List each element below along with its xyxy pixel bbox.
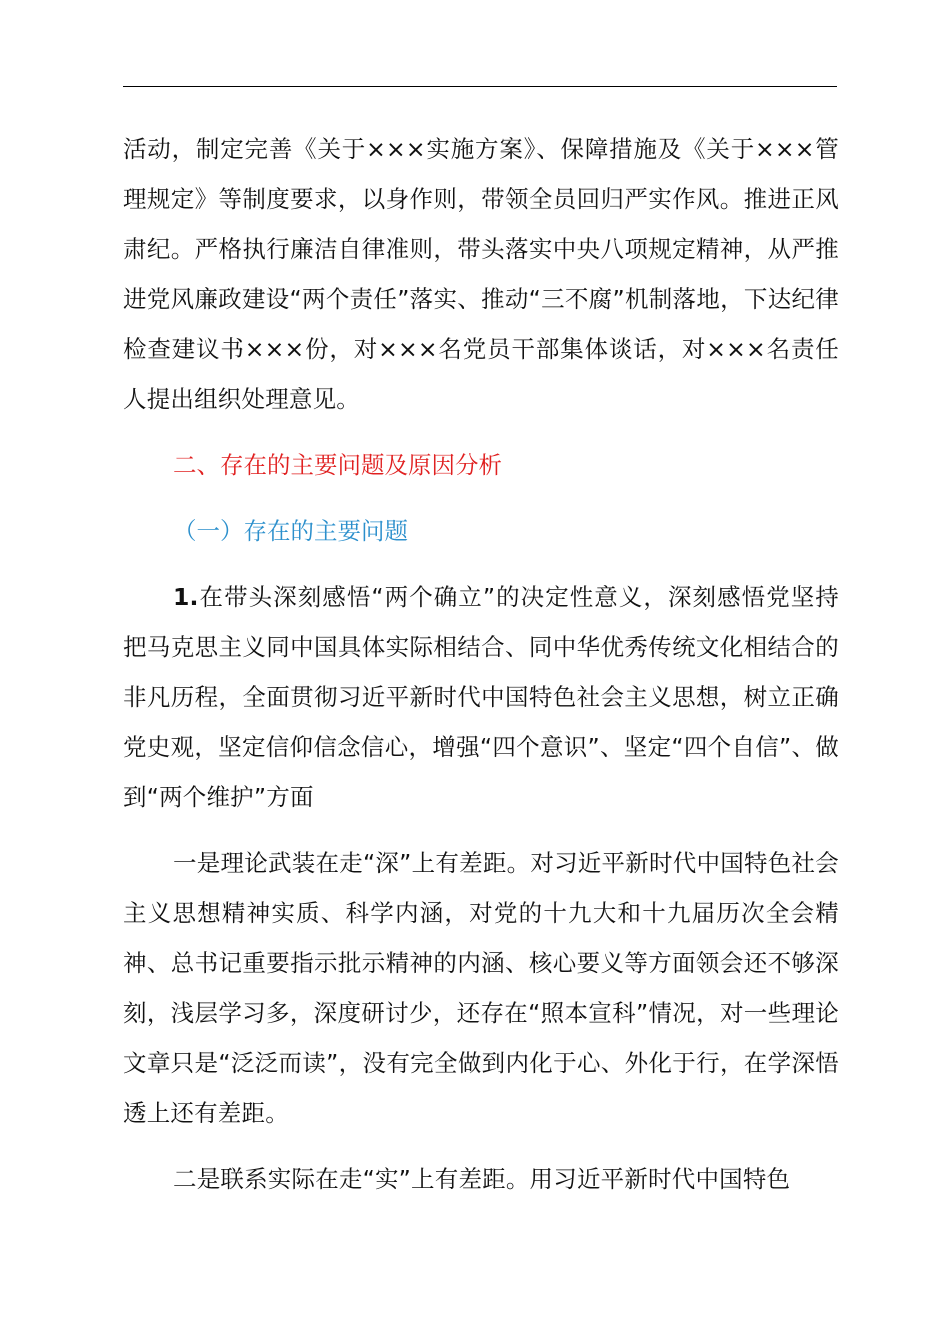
document-body — [123, 124, 839, 1204]
paragraph-point-one: 一是理论武装在走“深”上有差距。对习近平新时代中国特色社会主义思想精神实质、科学内涵，对党的十九大和十九届历次全会精神、总书记重要指示批示精神的内涵、核心要义等方面领会还不够深刻，浅层学习多，深度研讨少，还存在“照本宣科”情况，对一些理论文章只是“泛泛而读”，没有完全做到内化于心、外化于行，在学深悟透上还有差距。 — [123, 849, 839, 1127]
item-number: 1. — [173, 583, 199, 611]
paragraph-continued: 活动，制定完善《关于×××实施方案》、保障措施及《关于×××管理规定》等制度要求，以身作则，带领全员回归严实作风。推进正风肃纪。严格执行廉洁自律准则，带头落实中央八项规定精神，从严推进党风廉政建设“两个责任”落实、推动“三不腐”机制落地，下达纪律检查建议书×××份，对×××名党员干部集体谈话，对×××名责任人提出组织处理意见。 — [123, 135, 839, 413]
section-heading: 二、存在的主要问题及原因分析 — [173, 451, 502, 479]
paragraph-point-two: 二是联系实际在走“实”上有差距。用习近平新时代中国特色 — [173, 1165, 791, 1193]
numbered-item — [123, 572, 839, 822]
subsection-heading: （一）存在的主要问题 — [173, 517, 408, 545]
item-text: 在带头深刻感悟“两个确立”的决定性意义，深刻感悟党坚持把马克思主义同中国具体实际相结合、同中华优秀传统文化相结合的非凡历程，全面贯彻习近平新时代中国特色社会主义思想，树立正确党史观，坚定信仰信念信心，增强“四个意识”、坚定“四个自信”、做到“两个维护”方面 — [123, 583, 839, 811]
header-rule — [123, 86, 837, 87]
